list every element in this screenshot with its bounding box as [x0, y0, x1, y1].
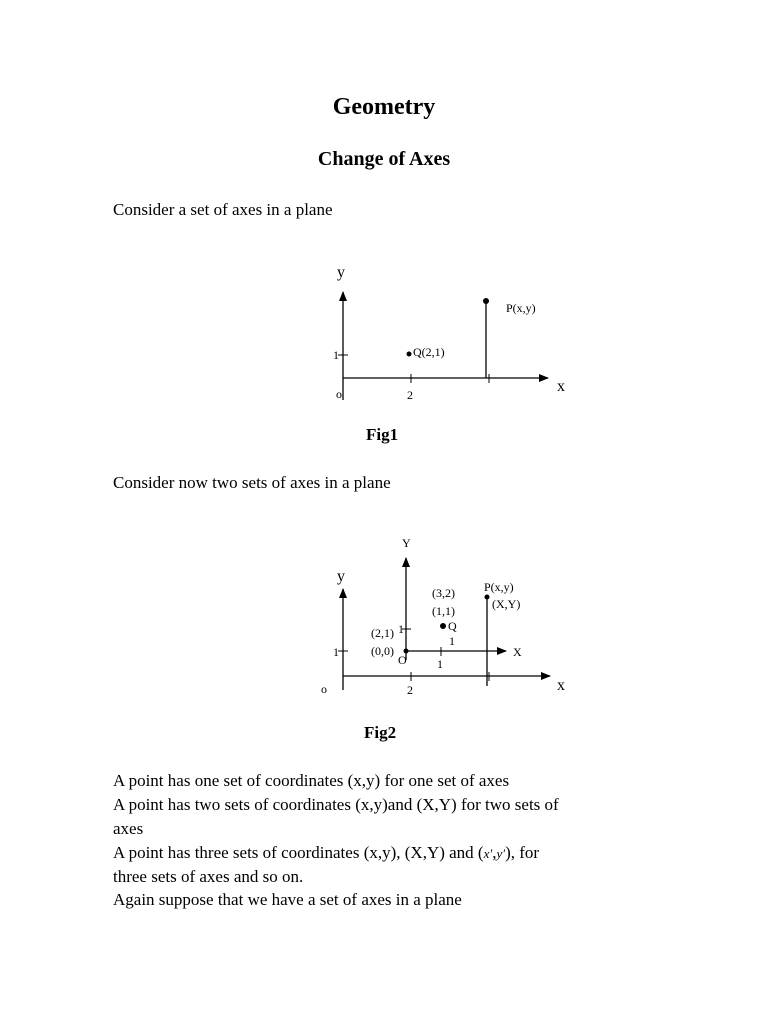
figure-1-caption: Fig1	[366, 425, 399, 444]
fig2-tick-X-label: 1	[437, 657, 443, 671]
intro-paragraph-2: Consider now two sets of axes in a plane	[113, 473, 391, 492]
fig1-point-q	[407, 352, 412, 357]
body-line-5: three sets of axes and so on.	[113, 867, 304, 886]
fig2-q-XY: (1,1)	[432, 604, 455, 618]
fig2-point-p	[485, 595, 490, 600]
body-line-4-end: ), for	[505, 843, 540, 862]
fig2-y-label: y	[337, 568, 345, 585]
fig2-q-xy: (3,2)	[432, 586, 455, 600]
fig2-tick-y-label: 1	[333, 645, 339, 659]
fig1-q-label: Q(2,1)	[413, 345, 445, 359]
fig1-y-label: y	[337, 264, 345, 281]
body-line-4-text: A point has three sets of coordinates (x,y), (X,Y) and (	[113, 843, 484, 862]
fig2-q-unit: 1	[449, 634, 455, 648]
body-line-2: A point has two sets of coordinates (x,y)and (X,Y) for two sets of	[113, 795, 559, 814]
fig2-Y-label: Y	[402, 536, 411, 550]
fig2-q-label: Q	[448, 619, 457, 633]
intro-paragraph-1: Consider a set of axes in a plane	[113, 200, 333, 219]
body-line-1: A point has one set of coordinates (x,y) for one set of axes	[113, 771, 510, 790]
page-title: Geometry	[332, 94, 436, 120]
fig2-origin-label: o	[321, 682, 327, 696]
fig1-x-label: x	[557, 378, 565, 395]
fig2-p-label: P(x,y)	[484, 580, 514, 594]
fig2-point-q	[440, 623, 446, 629]
fig1-tick-y-label: 1	[333, 348, 339, 362]
body-line-3: axes	[113, 819, 144, 838]
math-y-prime: y′	[496, 846, 506, 861]
body-line-4	[113, 841, 539, 866]
figure-1-diagram	[0, 255, 768, 415]
fig2-o-xy: (2,1)	[371, 626, 394, 640]
fig1-point-p	[483, 298, 489, 304]
fig2-x-label: x	[557, 677, 565, 694]
fig2-O-label: O	[398, 653, 407, 667]
fig2-tick-x-label: 2	[407, 683, 413, 697]
math-x-prime: x′	[483, 846, 493, 861]
fig2-o-XY: (0,0)	[371, 644, 394, 658]
fig1-tick-x-label: 2	[407, 388, 413, 402]
figure-2-diagram	[0, 530, 768, 700]
fig1-origin-label: o	[336, 387, 342, 401]
page-subtitle: Change of Axes	[317, 148, 451, 170]
body-line-6: Again suppose that we have a set of axes in a plane	[113, 890, 462, 909]
fig2-X-label: X	[513, 645, 522, 659]
fig1-p-label: P(x,y)	[506, 301, 536, 315]
math-comma: ,	[492, 843, 497, 862]
figure-2-caption: Fig2	[364, 723, 397, 742]
fig2-p-XY: (X,Y)	[492, 597, 521, 611]
fig2-tick-Y-label: 1	[398, 622, 404, 636]
